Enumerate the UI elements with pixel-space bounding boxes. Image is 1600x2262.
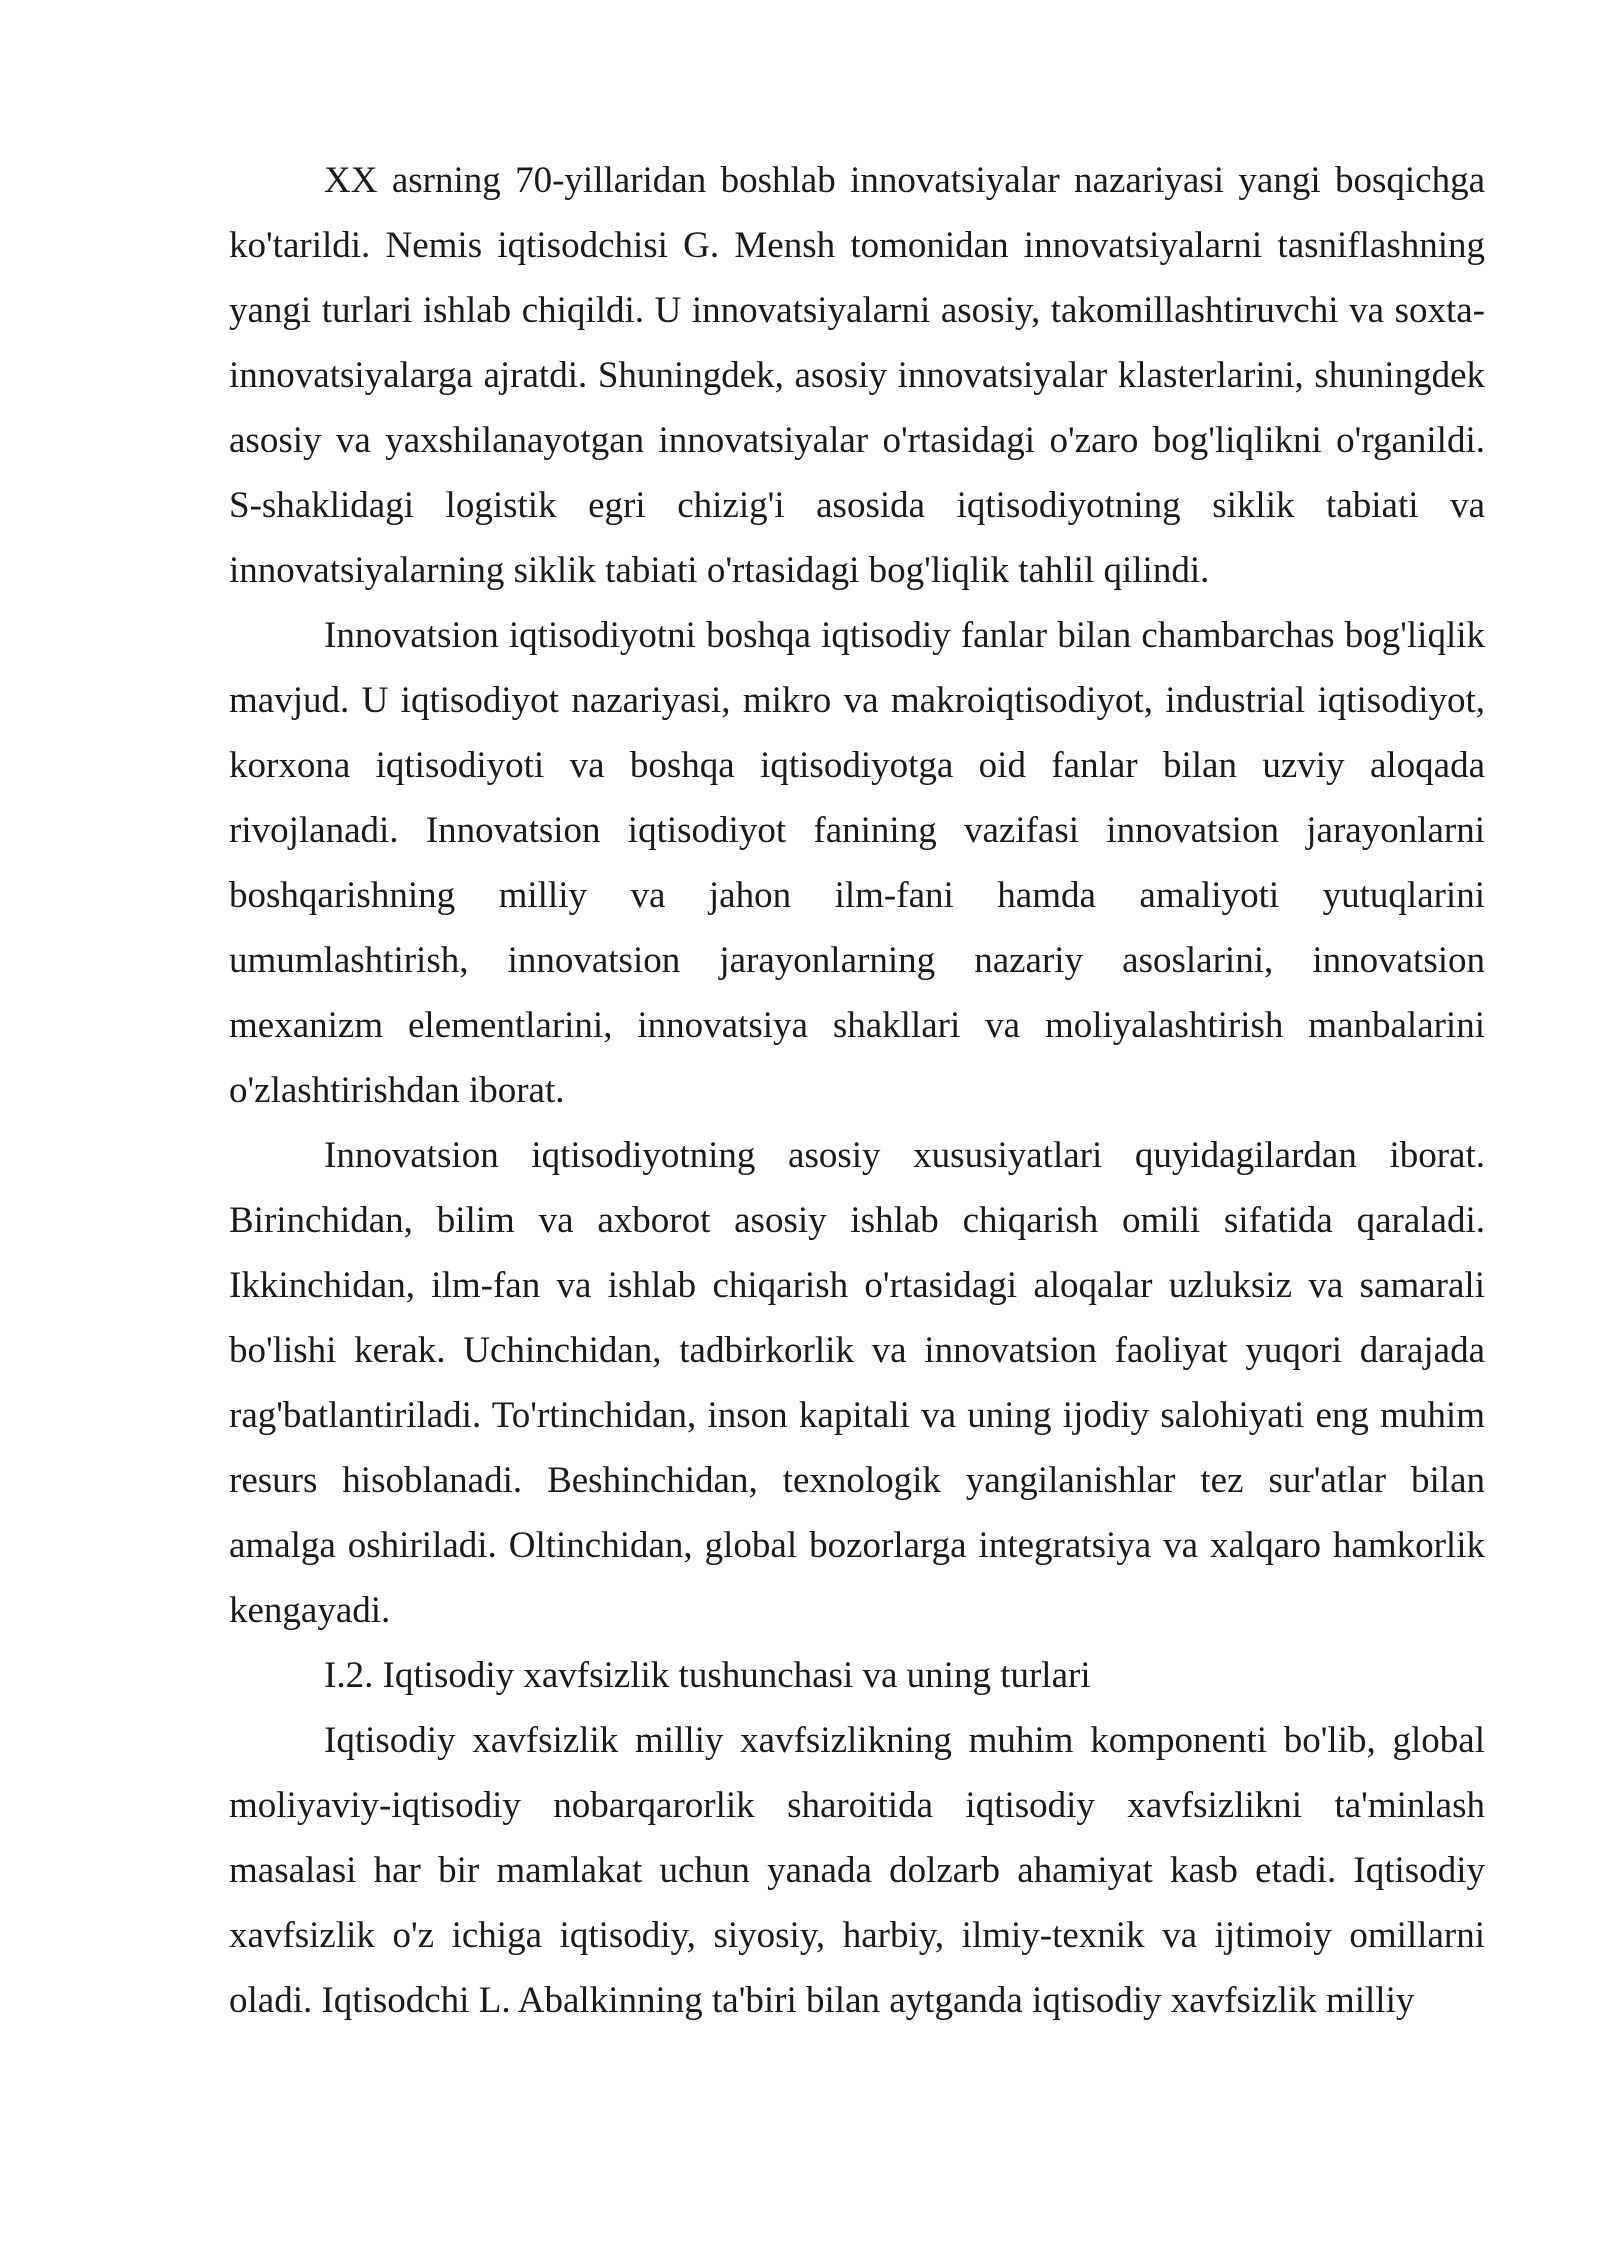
paragraph-innovative-economy-relations: Innovatsion iqtisodiyotni boshqa iqtisodiy fanlar bilan chambarchas bog'liqlik mavjud. U iqtisodiyot nazariyasi, mikro va makroiqtisodiyot, industrial iqtisodiyot, korxona iqtisodiyoti va boshqa iqtisodiyotga oid fanlar bilan uzviy aloqada rivojlanadi. Innovatsion iqtisodiyot fanining vazifasi innovatsion jarayonlarni boshqarishning milliy va jahon ilm-fani hamda amaliyoti yutuqlarini umumlashtirish, innovatsion jarayonlarning nazariy asoslarini, innovatsion mexanizm elementlarini, innovatsiya shakllari va moliyalashtirish manbalarini o'zlashtirishdan iborat. bbox=[229, 615, 1485, 1111]
paragraph-innovative-economy-features: Innovatsion iqtisodiyotning asosiy xususiyatlari quyidagilardan iborat. Birinchidan, bilim va axborot asosiy ishlab chiqarish omili sifatida qaraladi. Ikkinchidan, ilm-fan va ishlab chiqarish o'rtasidagi aloqalar uzluksiz va samarali bo'lishi kerak. Uchinchidan, tadbirkorlik va innovatsion faoliyat yuqori darajada rag'batlantiriladi. To'rtinchidan, inson kapitali va uning ijodiy salohiyati eng muhim resurs hisoblanadi. Beshinchidan, texnologik yangilanishlar tez sur'atlar bilan amalga oshiriladi. Oltinchidan, global bozorlarga integratsiya va xalqaro hamkorlik kengayadi. bbox=[229, 1135, 1485, 1631]
document-body bbox=[229, 148, 1485, 2033]
paragraph-innovation-theory: XX asrning 70-yillaridan boshlab innovatsiyalar nazariyasi yangi bosqichga ko'tarildi. Nemis iqtisodchisi G. Mensh tomonidan innovatsiyalarni tasniflashning yangi turlari ishlab chiqildi. U innovatsiyalarni asosiy, takomillashtiruvchi va soxta-innovatsiyalarga ajratdi. Shuningdek, asosiy innovatsiyalar klasterlarini, shuningdek asosiy va yaxshilanayotgan innovatsiyalar o'rtasidagi o'zaro bog'liqlikni o'rganildi. S-shaklidagi logistik egri chizig'i asosida iqtisodiyotning siklik tabiati va innovatsiyalarning siklik tabiati o'rtasidagi bog'liqlik tahlil qilindi. bbox=[229, 160, 1485, 591]
section-heading: I.2. Iqtisodiy xavfsizlik tushunchasi va uning turlari bbox=[324, 1655, 1091, 1696]
paragraph-economic-security: Iqtisodiy xavfsizlik milliy xavfsizlikning muhim komponenti bo'lib, global moliyaviy-iqtisodiy nobarqarorlik sharoitida iqtisodiy xavfsizlikni ta'minlash masalasi har bir mamlakat uchun yanada dolzarb ahamiyat kasb etadi. Iqtisodiy xavfsizlik o'z ichiga iqtisodiy, siyosiy, harbiy, ilmiy-texnik va ijtimoiy omillarni oladi. Iqtisodchi L. Abalkinning ta'biri bilan aytganda iqtisodiy xavfsizlik milliy bbox=[229, 1720, 1485, 2021]
